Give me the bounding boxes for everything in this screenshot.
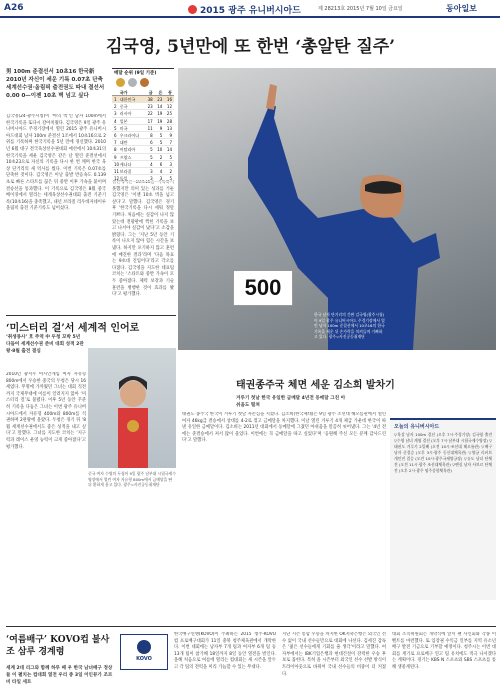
sidebar-title: 오늘의 유니버시아드 xyxy=(394,424,440,430)
header-gold: 금 xyxy=(148,90,153,95)
feature1-subhead: ‘취생몽사’ 호 주역 中 두청 꼬박 5년 다듬어 세계선수권 준비 대회 성적 2관왕·8월 출전 결심 xyxy=(6,335,84,355)
sprinter-figure xyxy=(178,68,496,350)
gold-cell: 4 xyxy=(150,161,153,167)
bronze-cell: 16 xyxy=(166,97,173,102)
kovo-logo xyxy=(120,634,168,670)
universiade-logo-icon xyxy=(188,5,197,14)
country-cell: 이탈리아 xyxy=(119,147,136,153)
rank-cell: 8 xyxy=(114,147,117,153)
main-headline: 김국영, 5년만에 또 한번 ‘총알탄 질주’ xyxy=(106,37,396,57)
medal-table-row xyxy=(112,161,174,168)
gold-cell: 17 xyxy=(147,118,153,124)
medal-table-row xyxy=(112,132,174,139)
gold-cell: 6 xyxy=(150,140,153,146)
bronze-cell: 25 xyxy=(166,111,173,117)
feature2-subhead: 겨루기 첫날 한국 유일한 금메달 4년전 동메달 그친 아쉬움도 떨쳐 xyxy=(236,396,346,409)
kovo-logo-text: KOVO xyxy=(136,656,152,662)
silver-medal-icon xyxy=(128,78,137,87)
newspaper-name: 동아일보 xyxy=(446,4,477,13)
silver-cell: 9 xyxy=(159,125,163,131)
sprinter-photo-caption: 한국 남자 단거리의 간판 김국영(광주시청)이 9일 광주 유니버시아드 주경기장에서 열린 남자 100m 준결선에서 10초16의 한국기록을 세운 뒤 손가락을 치켜들며 기뻐하고 있다. 광주=사진공동취재단 xyxy=(314,312,385,340)
medal-table-row xyxy=(112,118,174,125)
sprinter-photo xyxy=(178,68,496,350)
gold-cell: 8 xyxy=(150,132,153,138)
medal-table-row xyxy=(112,103,174,110)
bottom-body-col3: 대회 조직위원회는 개막식에 앞서 팬 사인회와 각종 이벤트를 마련했다. 또 입장권 수익금 일부를 지역 유소년 배구 발전 기금으로 기부할 예정이다. 청주시는 이번 대회를 계기로 프로배구 연고 팀 유치에도 적극 나서겠다는 계획이다. 경기는 KBS N 스포츠와 SBS 스포츠를 통해 생중계된다. xyxy=(392,632,496,670)
rank-cell: 7 xyxy=(114,140,117,146)
race-bib: 500 xyxy=(233,270,293,306)
country-cell: 캐나다 xyxy=(119,161,132,167)
bottom-body-col2: 지난 시즌 통합 우승을 차지한 OK저축은행은 외국인 선수 없이 국내 선수들만으로 대회에 나선다. 김세진 감독은 ‘젊은 선수들에게 기회를 줄 생각’이라고 말했다. 여자부에서는 IBK기업은행과 현대건설이 강력한 우승 후보로 꼽힌다. 특히 올 시즌부터 외국인 선수 선발 방식이 트라이아웃으로 바뀌어 국내 선수들의 비중이 더 커졌다. xyxy=(282,632,386,677)
rank-cell: 4 xyxy=(114,118,117,124)
schedule-sidebar xyxy=(390,418,496,600)
bronze-cell: 3 xyxy=(169,161,173,167)
gold-cell: 38 xyxy=(147,97,153,102)
country-cell: 러시아 xyxy=(119,111,132,117)
raised-finger-icon xyxy=(266,84,277,110)
medal-table-header xyxy=(112,89,174,96)
section-title xyxy=(188,3,301,16)
swimmer-figure xyxy=(88,348,176,468)
medal-table-subtitle: (9일 기준) xyxy=(134,71,157,76)
medal-table-row xyxy=(112,154,174,161)
main-body-middle: 결선에서는 10초16을 기록하지 못했지만 의미 있는 성과를 거둔 김국영은 ‘이젠 10초 벽을 넘고 싶다’고 말했다. 김국영은 경기 후 ‘한국기록을 다시 세워 정말 기쁘다. 처음에는 실감이 나지 않았는데 전광판에 찍힌 기록을 보고 나서야 실감이 났다’고 소감을 밝혔다. 그는 ‘지난 5년 동안 기록이 나오지 않아 힘든 시간을 보냈다. 하지만 포기하지 않고 훈련에 매진한 결과’라며 ‘다음 목표는 9초대 진입이다’라고 각오를 다졌다. 김국영을 지도한 대표팀 코치는 ‘스타트와 중반 가속이 모두 좋아졌다. 체력 보강과 기술 훈련을 병행한 것이 효과를 봤다’고 평가했다. xyxy=(112,180,174,298)
header-country: 국가 xyxy=(119,90,128,95)
medal-table-title-text: 메달 순위 xyxy=(114,71,133,76)
bottom-subhead: 세계 2대 리그와 함께 하루 배 우 한국 남녀배구 정상들 이 펼치는 컵대회 열전 우리 중 3일 이인뮤가 조르 비 타일 세트 xyxy=(6,666,113,685)
medal-table-row xyxy=(112,175,174,182)
silver-cell: 10 xyxy=(157,147,163,153)
feature1-headline: ‘미스터리 걸’서 세계적 인어로 xyxy=(6,315,176,334)
country-cell: 미국 xyxy=(119,125,128,131)
country-cell: 대한민국 xyxy=(119,97,136,102)
volleyball-icon xyxy=(137,640,151,654)
bronze-cell: 2 xyxy=(169,168,173,174)
bronze-cell: 5 xyxy=(169,154,173,160)
medal-icons xyxy=(112,76,174,89)
gold-cell: 5 xyxy=(150,147,153,153)
rank-cell: 11 xyxy=(114,168,120,174)
swimmer-jacket xyxy=(118,408,148,468)
section-title-text: 2015 광주 유니버시아드 xyxy=(200,6,301,16)
medal-table-row xyxy=(112,168,174,175)
swimmer-photo xyxy=(88,348,176,468)
main-subhead: 男 100m 준결선서 10초16 한국新 2010년 자신이 세운 기록 0.07초 단축 세계선수권·올림픽 출전권도 따내 결선서 0.00 0—이젠 10초 벽 넘고 싶다 xyxy=(6,69,105,99)
bronze-cell: 14 xyxy=(166,147,173,153)
bronze-cell: 9 xyxy=(169,132,173,138)
country-cell: 브라질 xyxy=(119,168,132,174)
gold-cell: 3 xyxy=(150,176,153,182)
feature2-headline: 태권종주국 체면 세운 김소희 발차기 xyxy=(236,380,395,391)
gold-medal-icon xyxy=(127,420,139,432)
rank-cell: 3 xyxy=(114,111,117,117)
gold-cell: 3 xyxy=(150,168,153,174)
medal-table xyxy=(112,68,174,182)
medal-table-row xyxy=(112,96,174,103)
silver-cell: 23 xyxy=(157,97,163,102)
silver-cell: 6 xyxy=(159,161,163,167)
page-header xyxy=(0,0,500,18)
medal-table-row xyxy=(112,110,174,117)
rank-cell: 2 xyxy=(114,104,117,110)
rank-cell: 6 xyxy=(114,132,117,138)
bottom-divider xyxy=(6,626,496,627)
gold-cell: 11 xyxy=(147,125,153,131)
rank-cell: 1 xyxy=(114,97,117,102)
silver-cell: 5 xyxy=(159,132,163,138)
bottom-headline: ‘여름배구’ KOVO컵 불사조 삼루 경계령 xyxy=(6,635,110,657)
bronze-cell: 12 xyxy=(166,104,173,110)
gold-medal-icon xyxy=(116,78,125,87)
silver-cell: 19 xyxy=(157,111,163,117)
rank-cell: 10 xyxy=(114,161,120,167)
bronze-cell: 7 xyxy=(169,140,173,146)
medal-table-row xyxy=(112,125,174,132)
bottom-body-col1: 한국배구연맹(KOVO)이 주최하는 2015 청주·KOVO컵 프로배구대회가 11일 충북 청주체육관에서 개막한다. 이번 대회에는 남자부 7개 팀과 여자부 6개 팀 등 13개 팀이 참가해 18일까지 8일 동안 열전을 벌인다. 올해 처음으로 여름에 열리는 컵대회는 새 시즌을 앞두고 각 팀의 전력을 미리 가늠할 수 있는 무대다. xyxy=(174,632,276,670)
country-cell: 독일 xyxy=(119,176,128,182)
country-cell: 일본 xyxy=(119,118,128,124)
bronze-medal-icon xyxy=(140,78,149,87)
country-cell: 우크라이나 xyxy=(119,132,140,138)
country-cell: 중국 xyxy=(119,104,128,110)
page-number: A26 xyxy=(4,3,24,13)
medal-table-row xyxy=(112,146,174,153)
feature2-body: 태권도 종주국 한국이 겨루기 첫날 자존심을 지켰다. 김소희(한국체대)는 9일 광주 조선대 해오름관에서 열린 여자 46kg급 결승에서 상대를 4-2로 꺾고 금메달을 차지했다. 이날 열린 겨루기 4개 체급 가운데 한국이 따낸 유일한 금메달이다. 김소희는 2011년 대회에서 동메달에 그쳤던 아쉬움을 말끔히 씻어냈다. 그는 ‘4년 전에는 준결승에서 져서 많이 울었다. 이번에는 꼭 금메달을 따고 싶었다’며 ‘응원해 주신 모든 분께 감사드린다’고 말했다. xyxy=(182,412,386,444)
silver-cell: 19 xyxy=(157,118,163,124)
bronze-cell: 28 xyxy=(166,118,173,124)
feature1-body: 2010년 광저우 아시안게임 여자 자유형 800m에서 우승한 중국의 두청은 당시 16세였다. 무명에 가까웠던 그녀는 대회 직전까지 국제무대에 이름이 알려지지 않아 ‘미스터리 걸’로 불렸다. 이후 5년 동안 꾸준히 기록을 다듬은 그녀는 이번 광주 유니버시아드에서 자유형 400m와 800m를 석권하며 2관왕에 올랐다. 두청은 경기 뒤 ‘8월 세계선수권에서도 좋은 성적을 내고 싶다’고 말했다. 그녀를 지도한 코치는 ‘지구력과 레이스 운영 능력이 크게 좋아졌다’고 평가했다. xyxy=(6,372,86,450)
silver-cell: 2 xyxy=(159,154,163,160)
rank-cell: 9 xyxy=(114,154,117,160)
rank-cell: 5 xyxy=(114,125,117,131)
country-cell: 대만 xyxy=(119,140,128,146)
edition-info: 제 28213호 2015년 7월 10일 금요일 xyxy=(318,6,403,12)
country-cell: 프랑스 xyxy=(119,154,132,160)
header-bronze: 동 xyxy=(168,90,173,95)
main-body-left: 김국영(24·광주시청)이 ‘마의 벽’인 남자 100m에서 한국기록을 또다시 갈아치웠다. 김국영은 9일 광주 유니버시아드 주경기장에서 열린 2015 광주 유니버시아드대회 남자 100m 준결선 1조에서 10초16으로 2위를 기록하며 한국기록을 5년 만에 경신했다. 2010년 6월 대구 전국육상선수권대회 예선에서 10초31의 한국기록을 세운 김국영은 같은 날 열린 준결선에서 10초23으로 자신의 기록을 다시 한 번 깨며 한국 육상 단거리의 새 역사를 썼다. 이번 기록은 0.07초를 단축한 것이다. 김국영은 이날 출발 반응속도 0.139초로 빠른 스타트를 끊은 뒤 중반 이후 가속을 붙이며 결승선을 통과했다. 이 기록으로 김국영은 8월 중국 베이징에서 열리는 세계육상선수권대회 출전 기준기록(10초16)을 충족했고, 내년 브라질 리우데자네이루 올림픽 출전 기준기록도 넘어섰다. xyxy=(6,114,106,212)
rank-cell: 12 xyxy=(114,176,120,182)
gold-cell: 22 xyxy=(147,111,153,117)
swimmer-head xyxy=(120,381,146,407)
medal-table-title xyxy=(112,69,174,76)
gold-cell: 23 xyxy=(147,104,153,110)
silver-cell: 4 xyxy=(159,168,163,174)
silver-cell: 14 xyxy=(157,104,163,110)
medal-table-rows xyxy=(112,96,174,182)
gold-cell: 5 xyxy=(150,154,153,160)
bronze-cell: 13 xyxy=(166,125,173,131)
silver-cell: 5 xyxy=(159,140,163,146)
bronze-cell: 5 xyxy=(169,176,173,182)
silver-cell: 3 xyxy=(159,176,163,182)
header-silver: 은 xyxy=(158,90,163,95)
medal-table-row xyxy=(112,139,174,146)
sidebar-body: ▽육상 남자 100m 결선 (오후 7시·주경기장) 김국영 출전 ▽수영 남녀 계영 결선 (오후 7시·남부대 시립국제수영장) ▽태권도 겨루기 2일째 (오전 10시·조선대 해오름관) ▽배구 남자 준결승 (오후 3시·광주 동신대체육관) ▽양궁 리커브 개인전 결승 (오전 10시·광주국제양궁장) ▽유도 남녀 단체전 (오전 11시·광주 조선대체육관) ▽펜싱 남자 사브르 단체전 (오후 2시·광주 염주종합체육관) xyxy=(394,432,492,473)
swimmer-photo-caption: 중국 여자 수영의 두청이 9일 광주 남부대 시립국제수영장에서 열린 여자 자유형 800m에서 금메달을 딴 뒤 환하게 웃고 있다. 광주=사진공동취재단 xyxy=(88,471,176,488)
